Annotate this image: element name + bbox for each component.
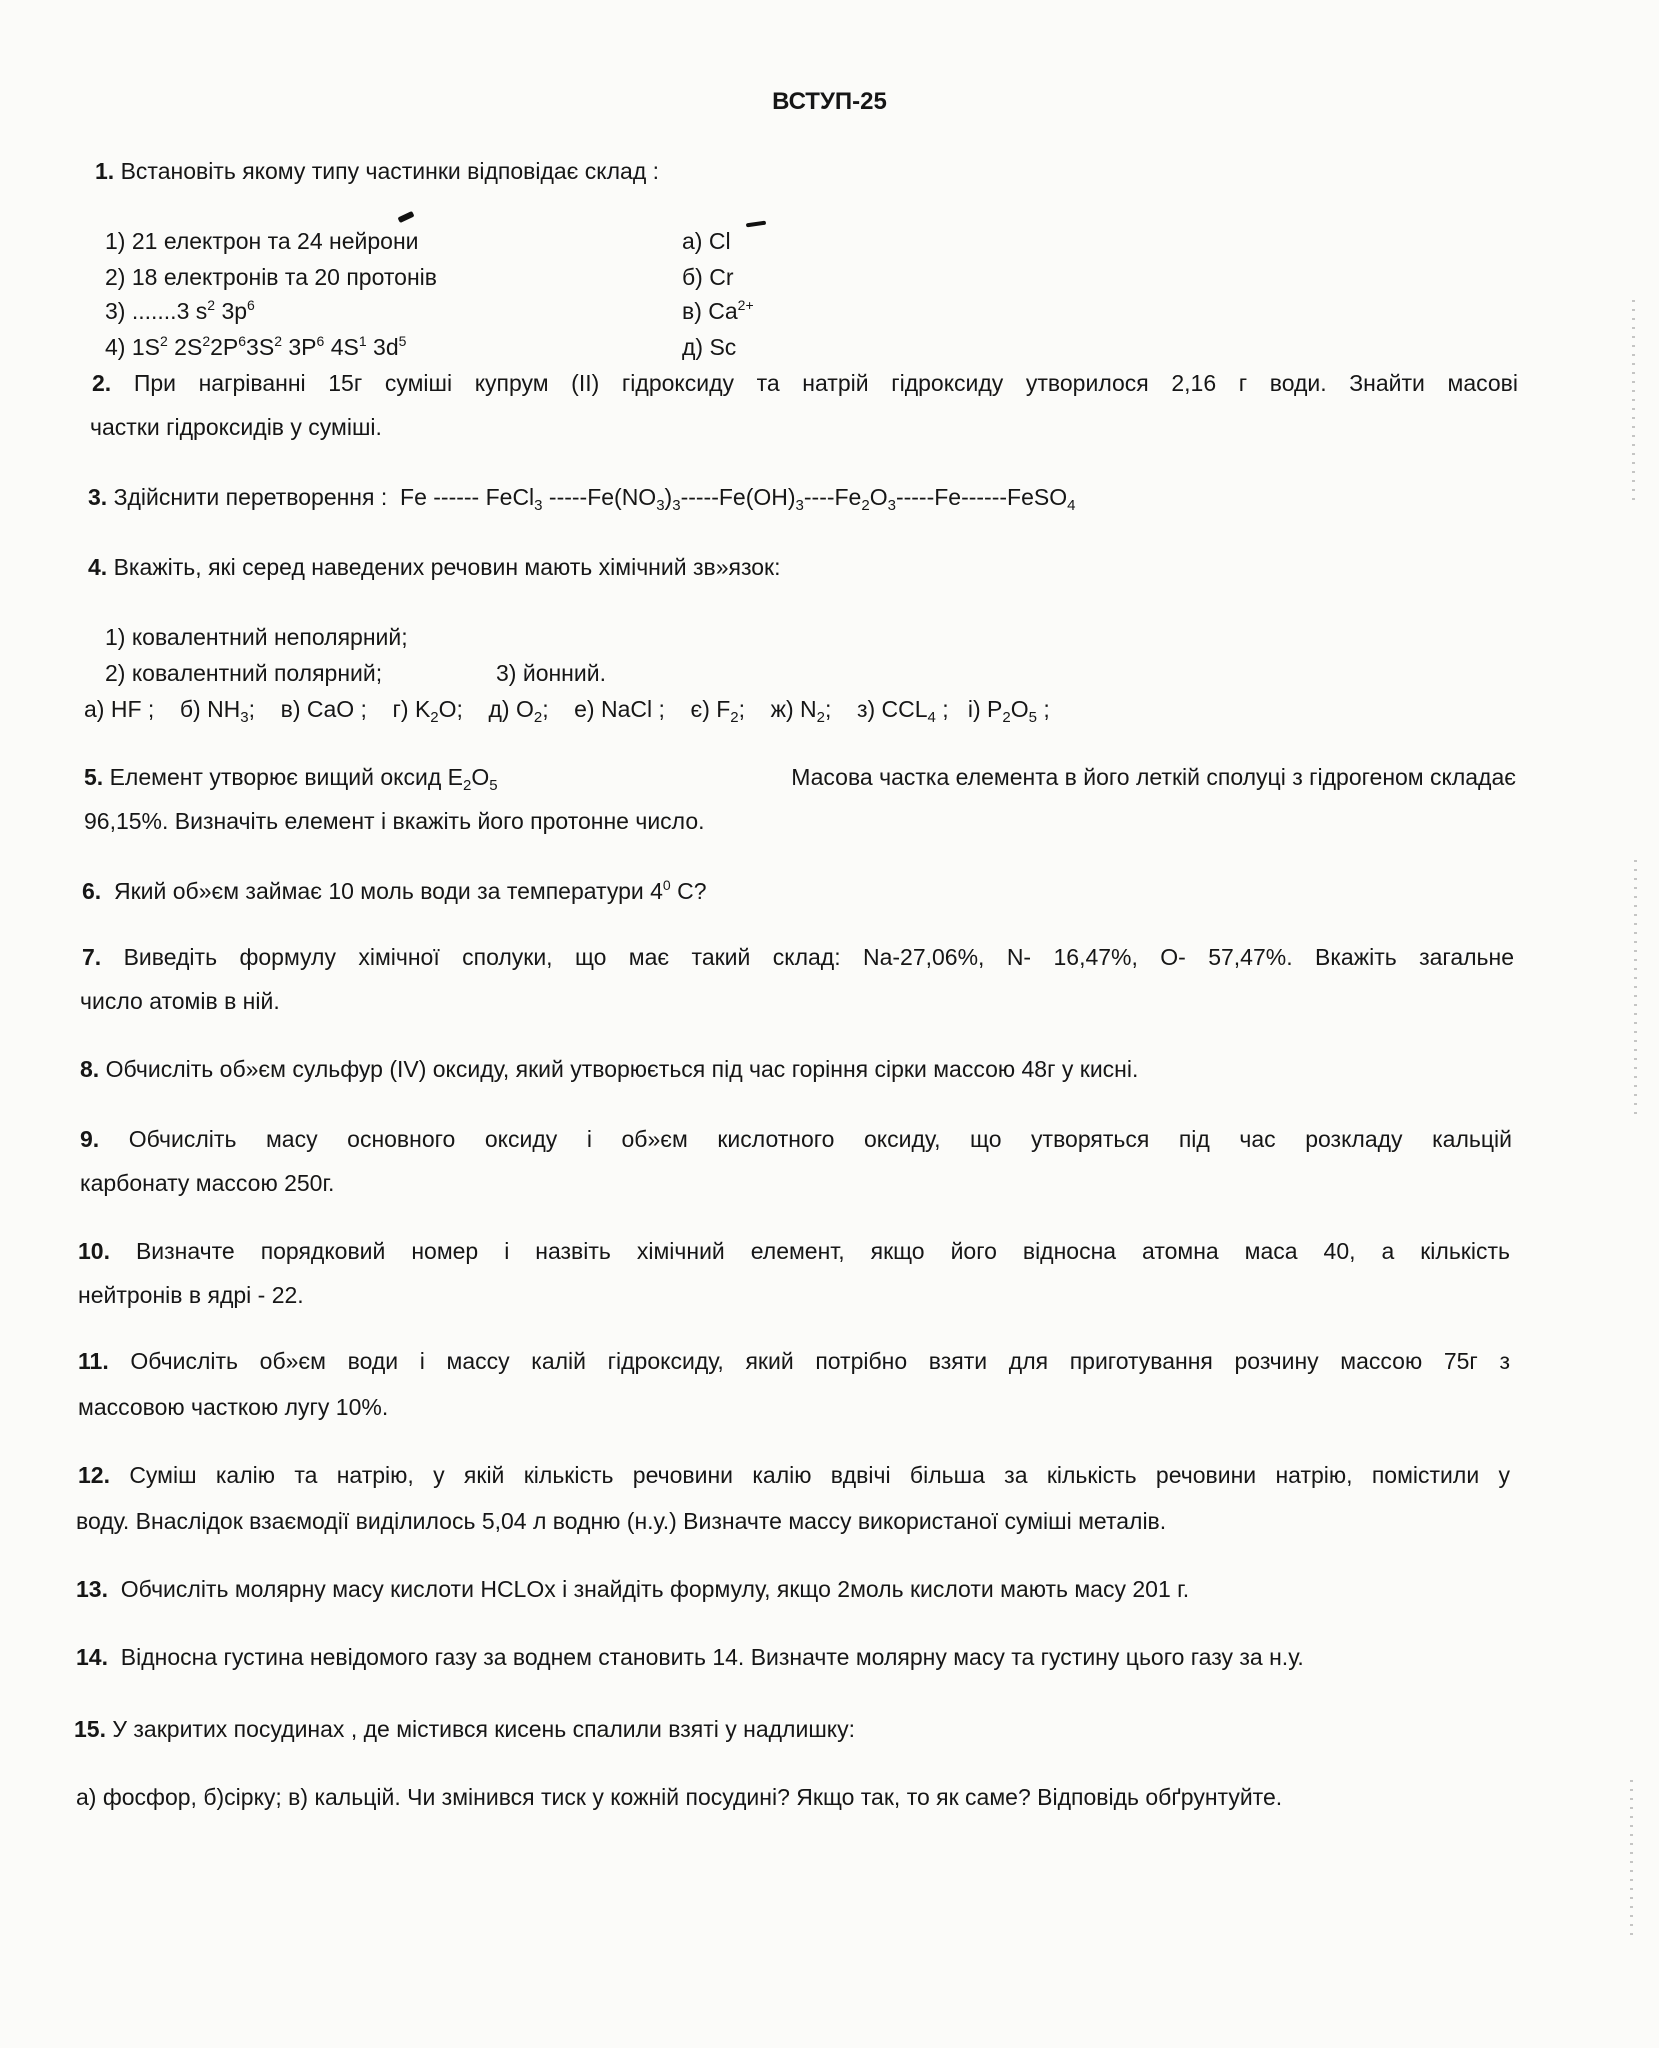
scan-edge-artifact bbox=[1632, 300, 1635, 500]
question-3: 3. Здійснити перетворення : Fe ------ FeCl$_3$ $-----Fe(NO_3)_3-----Fe(OH)_3----Fe_2O_3-----Fe------FeSO_4$ bbox=[88, 484, 1076, 514]
question-13: 13. Обчисліть молярну масу кислоти HCLOx і знайдіть формулу, якщо 2моль кислоти мають масу 201 г. bbox=[76, 1576, 1190, 1602]
question-8: 8. Обчисліть об»єм сульфур (IV) оксиду, який утворюється під час горіння сірки массою 48г у кисні. bbox=[80, 1056, 1139, 1082]
q1-answer-d: д) Sc bbox=[682, 334, 737, 360]
q1-item-4: 4) $1S^2$ $2S^22P^63S^2$ $3P^6$ $4S^1$ $3d^5$ bbox=[105, 333, 407, 360]
question-4: 4. Вкажіть, які серед наведених речовин мають хімічний зв»язок: bbox=[88, 554, 781, 580]
question-15-line-1: 15. У закритих посудинах , де містився кисень спалили взяті у надлишку: bbox=[74, 1716, 855, 1742]
scan-edge-artifact bbox=[1634, 860, 1637, 1120]
question-2-line-2: частки гідроксидів у суміші. bbox=[90, 414, 382, 440]
q1-answer-b: б) Cr bbox=[682, 264, 734, 290]
question-15-line-2: а) фосфор, б)сірку; в) кальцій. Чи змінився тиск у кожній посудині? Якщо так, то як саме? Відповідь обґрунтуйте. bbox=[76, 1784, 1283, 1810]
question-5-line-2: 96,15%. Визначіть елемент і вкажіть його протонне число. bbox=[84, 808, 705, 834]
question-14: 14. Відносна густина невідомого газу за воднем становить 14. Визначте молярну масу та густину цього газу за н.у. bbox=[76, 1644, 1304, 1670]
question-6: 6. Який об»єм займає 10 моль води за температури $4^0$ C? bbox=[82, 877, 707, 904]
question-7-line-1: 7. Виведіть формулу хімічної сполуки, що має такий склад: Na-27,06%, N- 16,47%, O- 57,47%. Вкажіть загальне bbox=[82, 944, 1515, 970]
question-7-line-2: число атомів в ній. bbox=[80, 988, 280, 1014]
question-text: Встановіть якому типу частинки відповідає склад : bbox=[120, 158, 660, 184]
handwritten-dash bbox=[746, 221, 766, 228]
page-title: ВСТУП-25 bbox=[772, 88, 887, 115]
question-12-line-1: 12. Суміш калію та натрію, у якій кількість речовини калію вдвічі більша за кількість речовини натрію, помістили у bbox=[78, 1462, 1510, 1488]
q4-type-3: 3) йонний. bbox=[496, 660, 606, 686]
question-11-line-2: массовою часткою лугу 10%. bbox=[78, 1394, 389, 1420]
question-5-line-1: 5. Елемент утворює вищий оксид $E_2O_5$ Масова частка елемента в його леткій сполуці з гідрогеном складає bbox=[84, 764, 1516, 794]
q1-item-3: 3) .......3 $s^2$ $3p^6$ bbox=[105, 297, 255, 324]
scan-edge-artifact bbox=[1630, 1780, 1633, 1940]
q4-type-2: 2) ковалентний полярний; bbox=[105, 660, 383, 686]
question-11-line-1: 11. Обчисліть об»єм води і массу калій гідроксиду, який потрібно взяти для приготування розчину массою 75г з bbox=[78, 1348, 1510, 1374]
question-12-line-2: воду. Внаслідок взаємодії виділилось 5,04 л водню (н.у.) Визначте массу використаної суміші металів. bbox=[76, 1508, 1167, 1534]
q4-type-1: 1) ковалентний неполярний; bbox=[105, 624, 408, 650]
question-1 bbox=[95, 156, 659, 186]
handwritten-mark bbox=[397, 211, 414, 223]
q1-item-1: 1) 21 електрон та 24 нейрони bbox=[105, 228, 419, 254]
question-10-line-1: 10. Визначте порядковий номер і назвіть хімічний елемент, якщо його відносна атомна маса 40, а кількість bbox=[78, 1238, 1510, 1264]
question-number: 1. bbox=[95, 158, 115, 184]
question-9-line-1: 9. Обчисліть масу основного оксиду і об»єм кислотного оксиду, що утворяться під час розкладу кальцій bbox=[80, 1126, 1512, 1152]
q1-answer-a: а) Cl bbox=[682, 228, 731, 254]
q1-answer-c: в) $Ca^{2+}$ bbox=[682, 297, 754, 324]
question-9-line-2: карбонату массою 250г. bbox=[80, 1170, 335, 1196]
question-10-line-2: нейтронів в ядрі - 22. bbox=[78, 1282, 304, 1308]
question-2-line-1: 2. При нагріванні 15г суміші купрум (ІІ) гідроксиду та натрій гідроксиду утворилося 2,16 г води. Знайти масові bbox=[92, 370, 1518, 396]
q4-substance-list: а) HF ; б) $NH_3$; в) CaO ; г) $K_2O$; д) $O_2$; е) NaCl ; є) $F_2$; ж) $N_2$; з) $CCL_4$ ; і) $P_2O_5$ ; bbox=[84, 696, 1050, 726]
q1-item-2: 2) 18 електронів та 20 протонів bbox=[105, 264, 437, 290]
